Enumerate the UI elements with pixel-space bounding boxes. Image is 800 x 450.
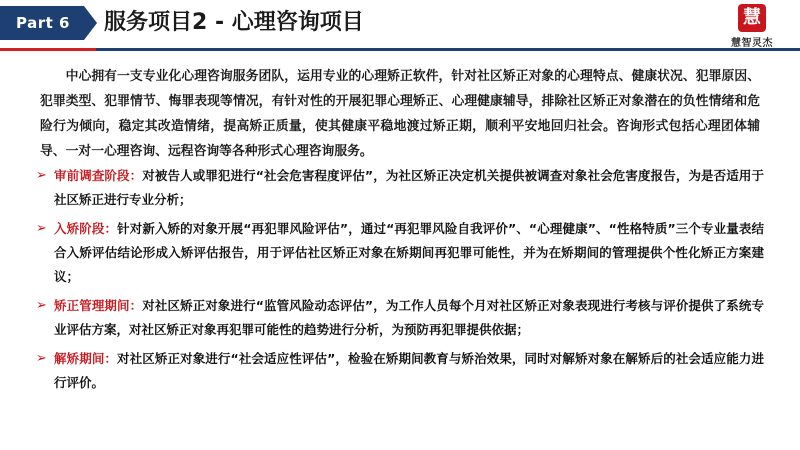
list-item-term: 矫正管理期间：	[54, 298, 143, 313]
list-item-term: 解矫期间：	[54, 351, 118, 366]
intro-paragraph: 中心拥有一支专业化心理咨询服务团队，运用专业的心理矫正软件，针对社区矫正对象的心理特点、健康状况、犯罪原因、犯罪类型、犯罪情节、悔罪表现等情况，有针对性的开展犯罪心理矫正、心理健康辅导，排除社区矫正对象潜在的负性情绪和危险行为倾向，稳定其改造情绪，提高矫正质量，使其健康平稳地渡过矫正期，顺利平安地回归社会。咨询形式包括心理团体辅导、一对一心理咨询、远程咨询等各种形式心理咨询服务。	[40, 69, 760, 159]
slide-header	[0, 0, 800, 52]
list-item	[36, 347, 764, 395]
list-item-body: 对社区矫正对象进行“监管风险动态评估”，为工作人员每个月对社区矫正对象表现进行考核与评价提供了系统专业评估方案，对社区矫正对象再犯罪可能性的趋势进行分析，为预防再犯罪提供依据；	[54, 298, 764, 337]
list-item	[36, 164, 764, 212]
slide-content	[0, 56, 800, 450]
list-item-body: 对社区矫正对象进行“社会适应性评估”，检验在矫期间教育与矫治效果，同时对解矫对象在解矫后的社会适应能力进行评价。	[54, 351, 764, 390]
part-badge: Part 6	[0, 6, 84, 40]
company-logo	[714, 4, 790, 48]
arrow-bullet-icon: ➢	[36, 168, 47, 183]
list-item-body: 对被告人或罪犯进行“社会危害程度评估”，为社区矫正决定机关提供被调查对象社会危害度报告，为是否适用于社区矫正进行专业分析；	[54, 168, 764, 207]
logo-mark-icon: 慧	[738, 4, 766, 32]
header-divider	[0, 48, 800, 51]
arrow-bullet-icon: ➢	[36, 221, 47, 236]
logo-text: 慧智灵杰	[731, 38, 773, 49]
list-item	[36, 294, 764, 342]
list-item-body: 针对新入矫的对象开展“再犯罪风险评估”，通过“再犯罪风险自我评价”、“心理健康”、“性格特质”三个专业量表结合入矫评估结论形成入矫评估报告，用于评估社区矫正对象在矫期间再犯罪可能性，并为在矫期间的管理提供个性化矫正方案建议；	[54, 221, 764, 284]
list-item-term: 审前调查阶段：	[54, 168, 143, 183]
list-item-term: 入矫阶段：	[54, 221, 118, 236]
list-item	[36, 217, 764, 289]
bullet-list	[36, 164, 764, 400]
page-title: 服务项目2 - 心理咨询项目	[104, 10, 364, 35]
arrow-bullet-icon: ➢	[36, 351, 47, 366]
header-divider-accent	[0, 48, 96, 51]
arrow-bullet-icon: ➢	[36, 298, 47, 313]
part-badge-arrow	[84, 6, 97, 40]
